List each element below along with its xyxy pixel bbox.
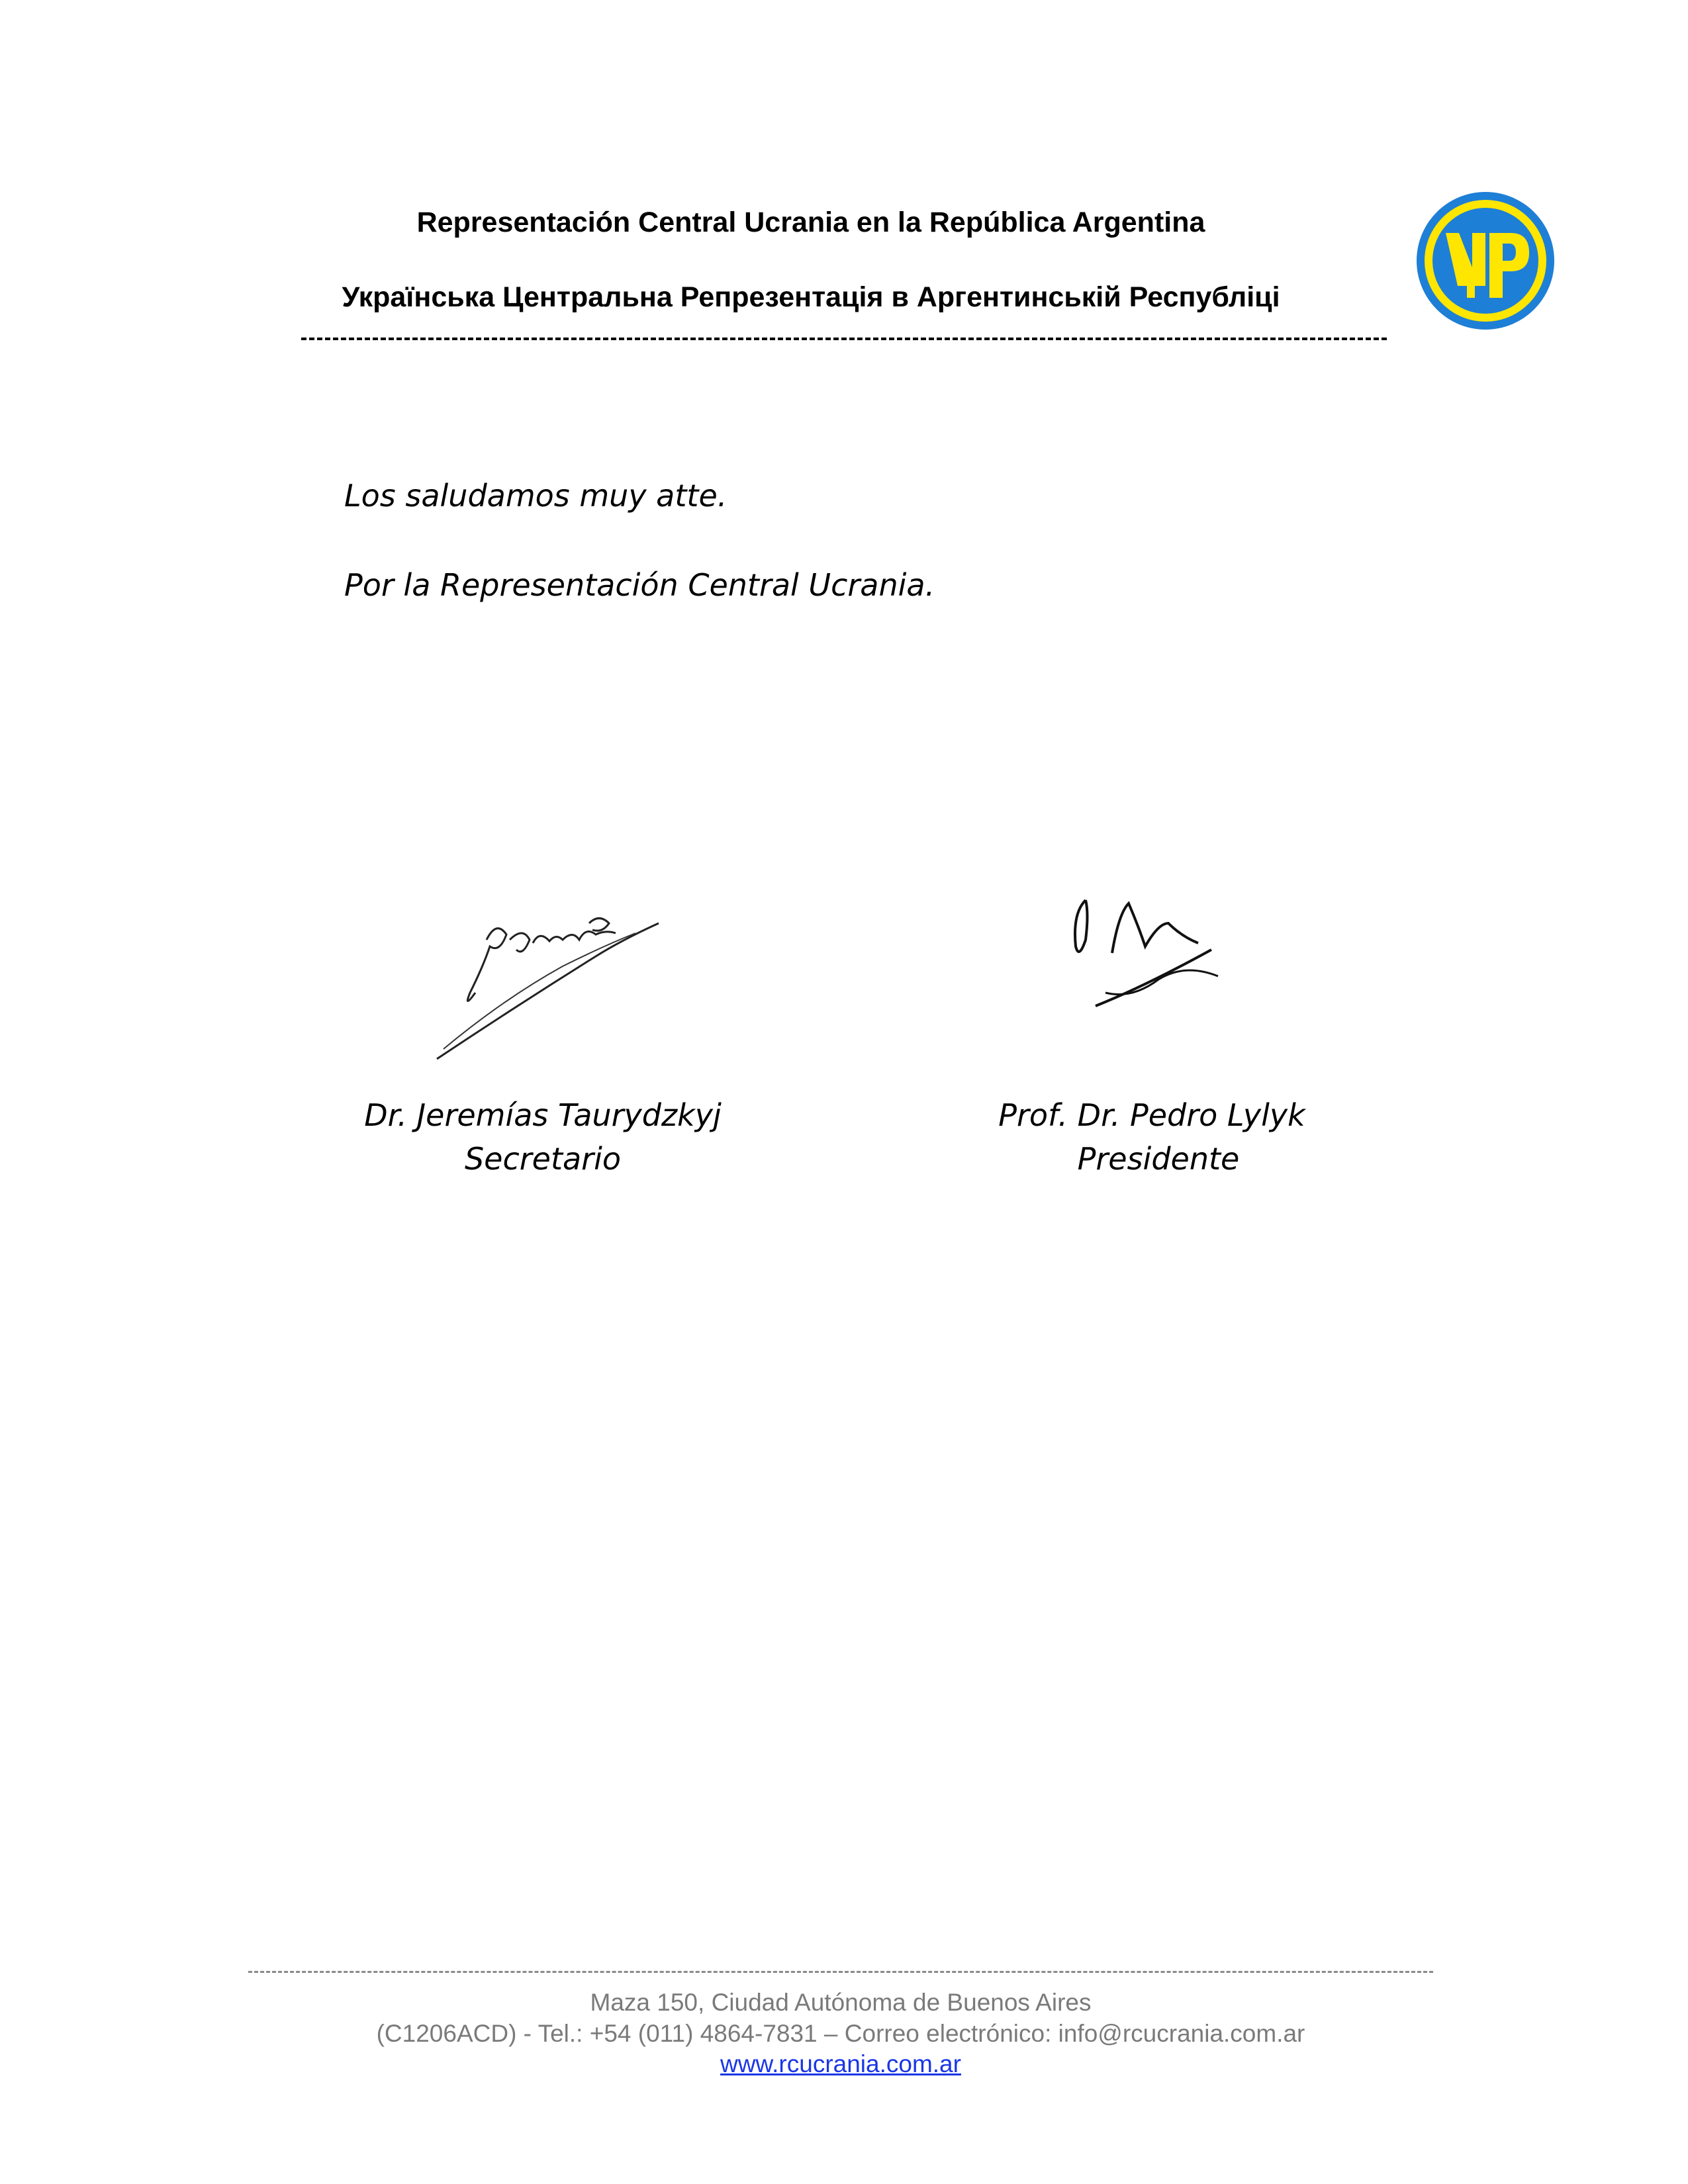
closing-salutation: Los saludamos muy atte.: [344, 478, 727, 514]
closing-on-behalf: Por la Representación Central Ucrania.: [344, 567, 935, 603]
footer-address: Maza 150, Ciudad Autónoma de Buenos Aires: [590, 1989, 1092, 2016]
header-divider: [301, 338, 1387, 340]
website-link[interactable]: www.rcucrania.com.ar: [720, 2050, 961, 2077]
secretary-role: Secretario: [464, 1141, 622, 1177]
organization-logo: [1411, 187, 1560, 335]
footer-website-row: [248, 2050, 1433, 2078]
secretary-signature: [424, 893, 669, 1066]
president-signature: [1066, 887, 1225, 1019]
footer-divider: [248, 1971, 1433, 1973]
president-role: Presidente: [1077, 1141, 1240, 1177]
header-title-spanish: Representación Central Ucrania en la República Argentina: [416, 206, 1205, 238]
footer-contact: (C1206ACD) - Tel.: +54 (011) 4864-7831 – Correo electrónico: info@rcucrania.com.ar: [376, 2020, 1305, 2047]
president-name: Prof. Dr. Pedro Lylyk: [998, 1097, 1305, 1133]
secretary-name: Dr. Jeremías Taurydzkyj: [364, 1097, 722, 1133]
header-title-ukrainian: Українська Центральна Репрезентація в Аргентинській Республіці: [342, 281, 1280, 313]
